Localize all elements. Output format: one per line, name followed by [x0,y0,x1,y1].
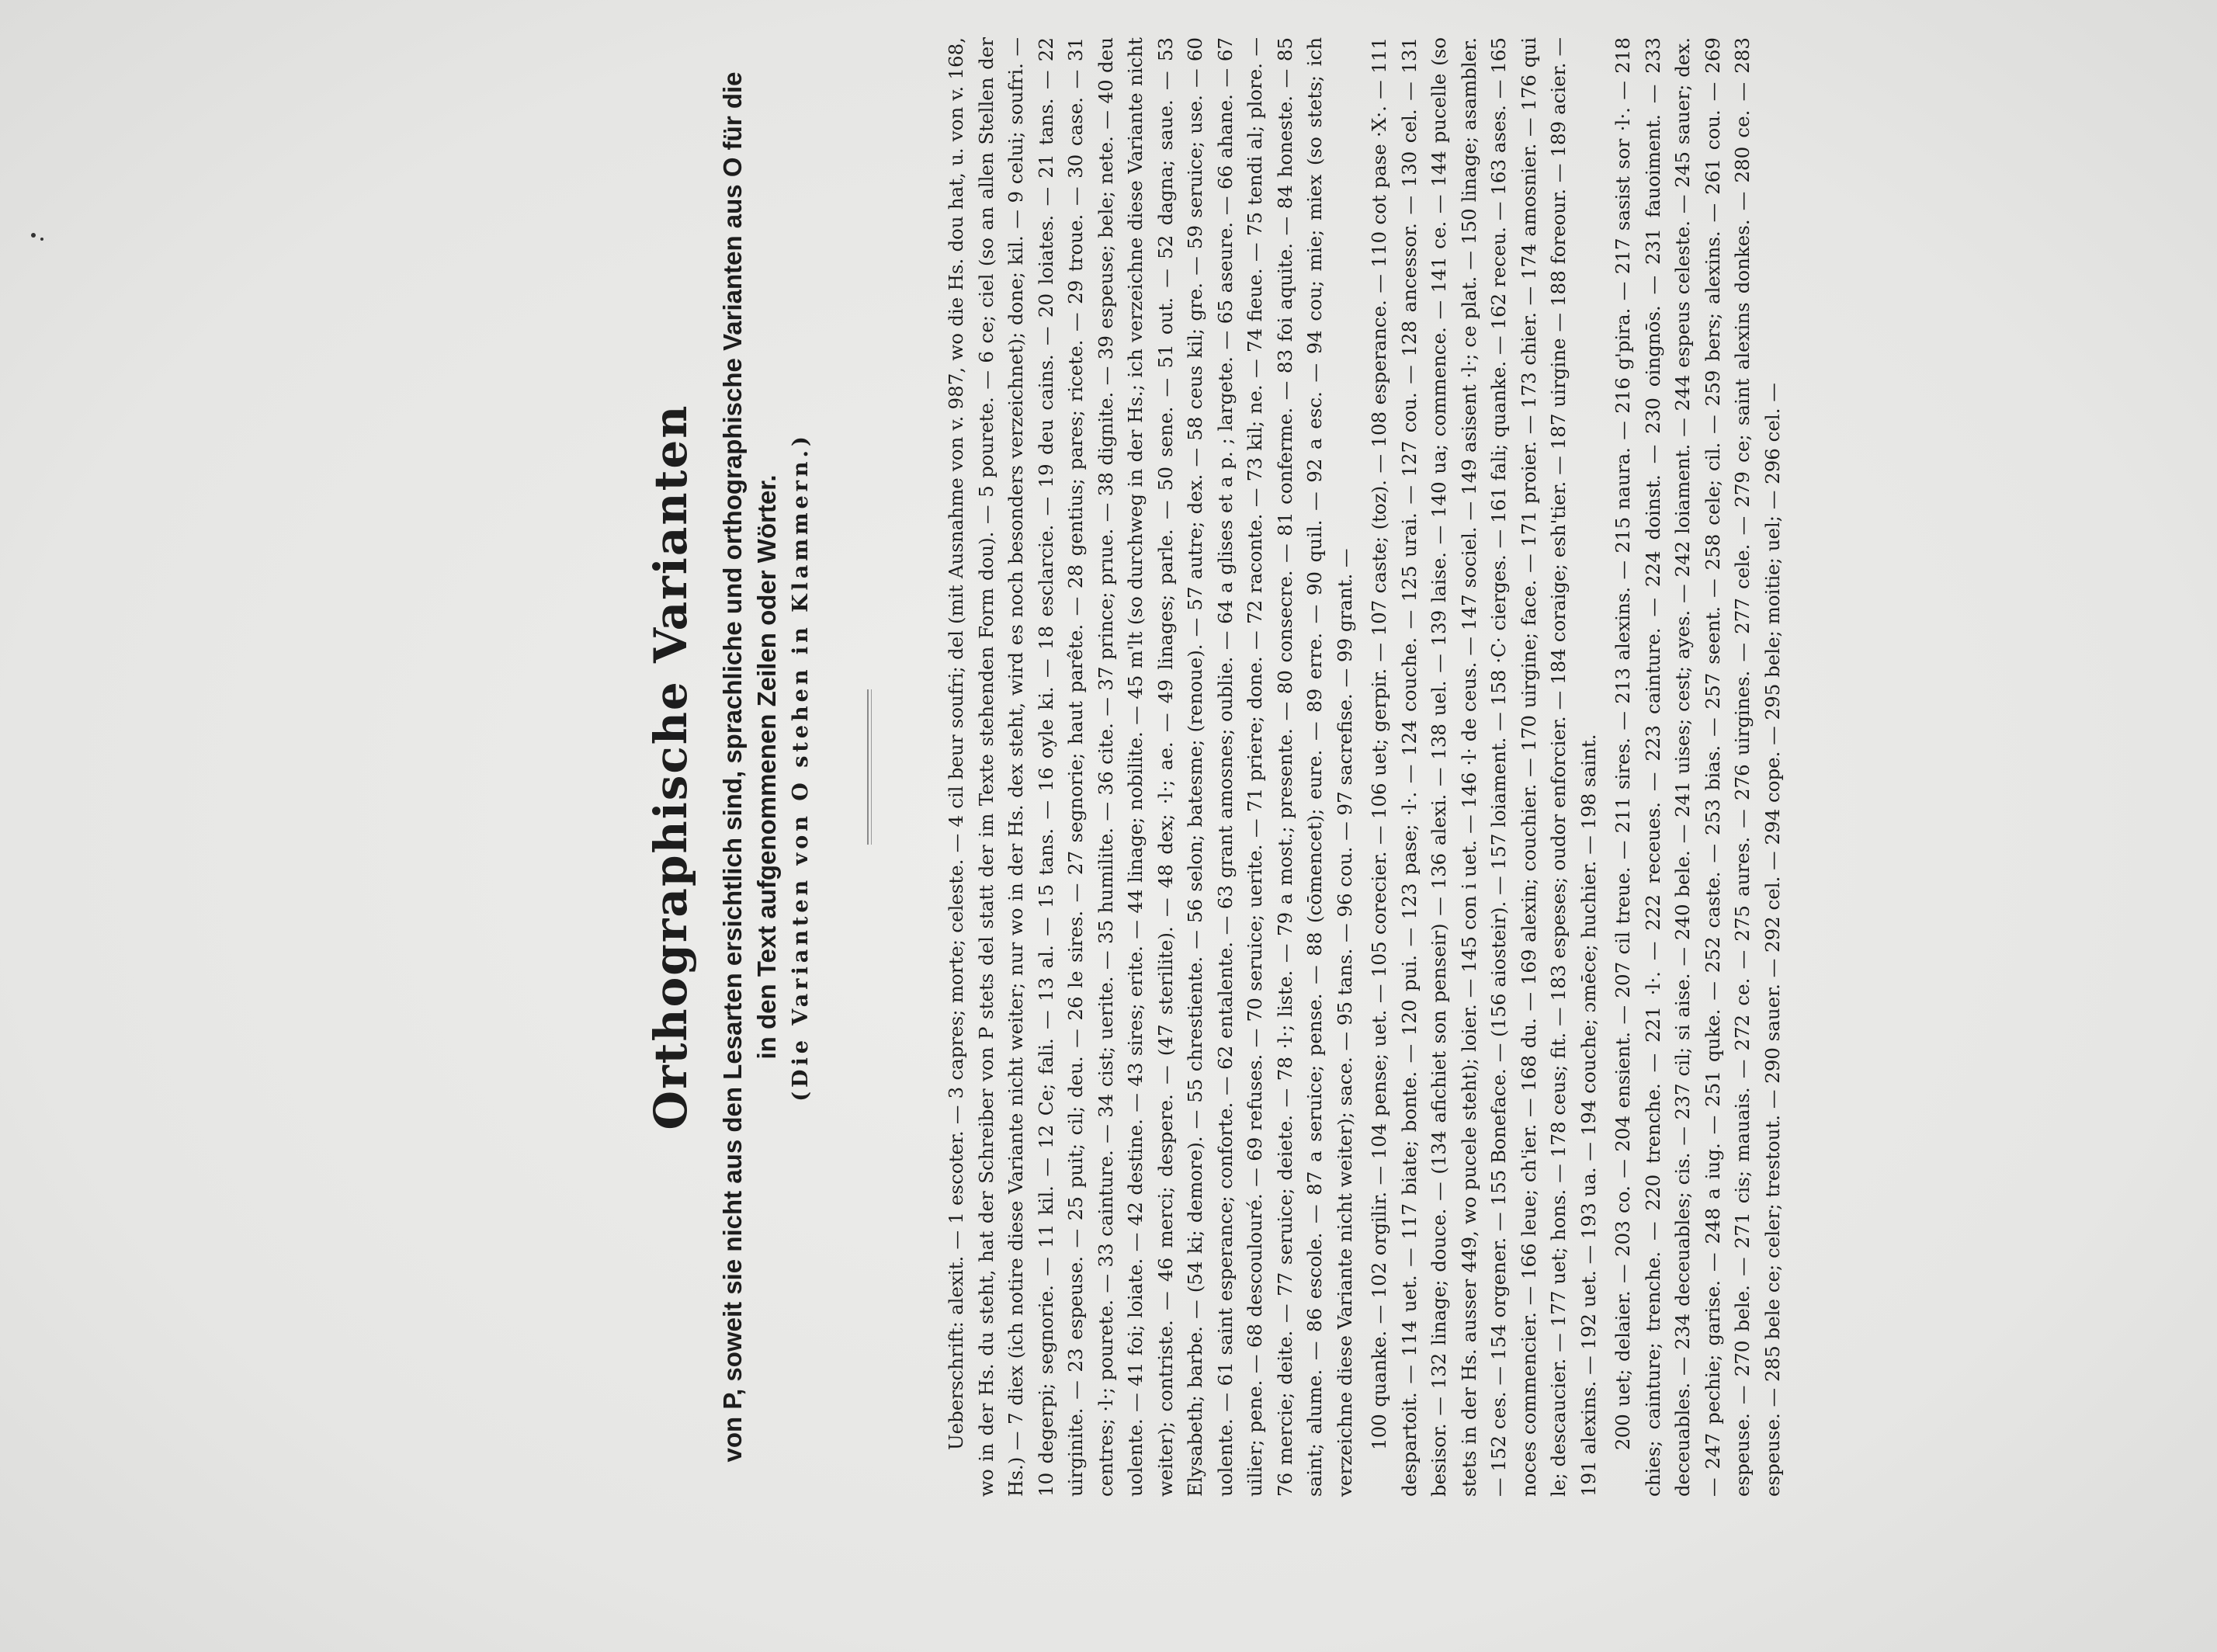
page-subtitle: von P, soweit sie nicht aus den Lesarten ersichtlich sind, sprachliche und orthographische Varianten aus O für die in den Text aufgenommenen Zeilen oder Wörter. [718,71,781,1463]
page-content [644,37,1792,1497]
page-title: Orthographische Varianten [644,404,697,1130]
bracket-note: (Die Varianten von O stehen in Klammern.) [789,432,813,1102]
variants-paragraph-3: 200 uet; delaier. — 203 co. — 204 ensient. — 207 cil treue. — 211 sires. — 213 alexins. — 215 naura. — 216 g'pira. — 217 sasist sor ·l·. — 218 chies; cainture; trenche. — 220 trenche. — 221 ·l·. — 222 receues. — 223 cainture. — 224 doinst. — 230 oingnōs. — 231 fauoiment. — 233 deceuables. — 234 deceuables; cis. — 237 cil; si aise. — 240 bele. — 241 uises; cest; ayes. — 242 loiament. — 244 espeus celeste. — 245 sauer; dex. — 247 pechie; garise. — 248 a iug. — 251 quke. — 252 caste. — 253 bias. — 257 seent. — 258 cele; cil. — 259 bers; alexins. — 261 cou. — 269 espeuse. — 270 bele. — 271 cis; mauais. — 272 ce. — 275 aures. — 276 uirgines. — 277 cele. — 279 ce; saint alexins donkes. — 280 ce. — 283 espeuse. — 285 bele ce; celer; trestout. — 290 sauer. — 292 cel. — 294 cope. — 295 bele; moitie; uel; — 296 cel. — [1612,37,1784,1497]
variants-paragraph-2: 100 quanke. — 102 orgilir. — 104 pense; uet. — 105 corecier. — 106 uet; gerpir. — 107 caste; (toz). — 108 esperance. — 110 cot pase ·X·. — 111 despartoit. — 114 uet. — 117 biate; bonte. — 120 pui. — 123 pase; ·l·. — 124 couche. — 125 urai. — 127 cou. — 128 ancessor. — 130 cel. — 131 besisor. — 132 linage; douce. — (134 afichiet son penseir) — 136 alexi. — 138 uel. — 139 laise. — 140 ua; commence. — 141 ce. — 144 pucelle (so stets in der Hs. ausser 449, wo pucele steht); loier. — 145 con i uet. — 146 ·l· de ceus. — 147 sociel. — 149 asisent ·l·; ce plat. — 150 linage; asambler. — 152 ces. — 154 orgener. — 155 Boneface. — (156 aiosteir). — 157 loiament. — 158 ·C· cierges. — 161 fali; quanke. — 162 receu. — 163 ases. — 165 noces commencier. — 166 leue; ch'ier. — 168 du. — 169 alexin; couchier. — 170 uirgine; face. — 171 proier. — 173 chier. — 174 amosnier. — 176 qui le; descaucier. — 177 uet; hons. — 178 ceus; fit. — 183 espeses; oudor enforcier. — 184 coraige; esh'tier. — 187 uirgine — 188 foreour. — 189 acier. — 191 alexins. — 192 uet. — 193 ua. — 194 couche; ɔmēce; huchier. — 198 saint. [1368,37,1600,1497]
section-divider [867,689,872,845]
variants-paragraph-1: Ueberschrift: alexit. — 1 escoter. — 3 capres; morte; celeste. — 4 cil beur soufri; del (mit Ausnahme von v. 987, wo die Hs. dou hat, u. von v. 168, wo in der Hs. du steht, hat der Schreiber von P stets del statt der im Texte stehenden Form dou). — 5 pourete. — 6 ce; ciel (so an allen Stellen der Hs.) — 7 diex (ich notire diese Variante nicht weiter; nur wo in der Hs. dex steht, wird es noch besonders verzeichnet); done; kil. — 9 celui; soufri. — 10 degerpi; segnorie. — 11 kil. — 12 Ce; fali. — 13 al. — 15 tans. — 16 oyle ki. — 18 esclarcie. — 19 deu cains. — 20 loiates. — 21 tans. — 22 uirginite. — 23 espeuse. — 25 puit; cil; deu. — 26 le sires. — 27 segnorie; haut parête. — 28 gentius; pares; ricete. — 29 troue. — 30 case. — 31 centres; ·l·; pourete. — 33 cainture. — 34 cist; uerite. — 35 humilite. — 36 cite. — 37 prince; prıue. — 38 dignite. — 39 espeuse; bele; nete. — 40 deu uolente. — 41 foi; loiate. — 42 destine. — 43 sires; erite. — 44 linage; nobilite. — 45 m'lt (so durchweg in der Hs.; ich verzeichne diese Variante nicht weiter); contriste. — 46 merci; despere. — (47 sterilite). — 48 dex; ·l·; ae. — 49 linages; parle. — 50 sene. — 51 out. — 52 dagna; saue. — 53 Elysabeth; barbe. — (54 ki; demore). — 55 chrestiente. — 56 selon; batesme; (renoue). — 57 autre; dex. — 58 ceus kil; gre. — 59 seruice; use. — 60 uolente. — 61 saint esperance; conforte. — 62 entalente. — 63 grant amosnes; oublie. — 64 a glises et a p. ; largete. — 65 aseure. — 66 ahane. — 67 uilier; pene. — 68 descoulouré. — 69 refuses. — 70 seruice; uerite. — 71 priere; done. — 72 raconte. — 73 kil; ne. — 74 fieue. — 75 tendi al; plore. — 76 mercie; deite. — 77 seruice; deiete. — 78 ·l·; liste. — 79 a most.; presente. — 80 consecre. — 81 conferme. — 83 foi aquite. — 84 honeste. — 85 saint; alume. — 86 escole. — 87 a seruice; pense. — 88 (cōmencet); eure. — 89 erre. — 90 quil. — 92 a esc. — 94 cou; mie; miex (so stets; ich verzeichne diese Variante nicht weiter); sace. — 95 tans. — 96 cou. — 97 sacrefise. — 99 grant. — [945,37,1356,1497]
